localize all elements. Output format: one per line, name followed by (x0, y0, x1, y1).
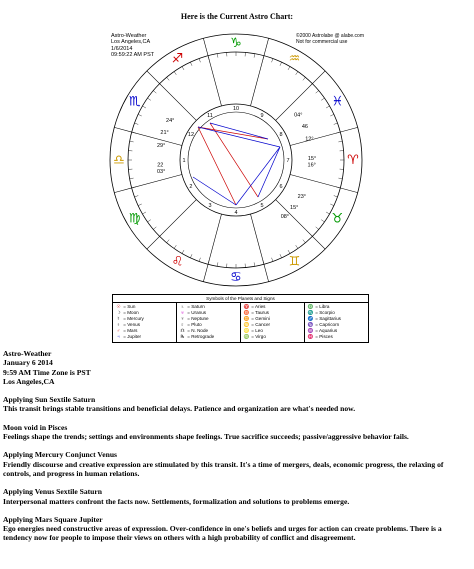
degree-tick (130, 178, 134, 179)
legend-symbol-icon: ♏ (307, 310, 314, 315)
legend-label: = Venus (122, 322, 141, 327)
degree-tick (148, 98, 151, 100)
legend-label: = Sagittarius (314, 316, 341, 321)
header-line: Los Angeles,CA (3, 376, 55, 386)
legend-symbol-icon: ♍ (243, 334, 250, 339)
legend-label: = Aries (250, 304, 266, 309)
degree-tick (148, 220, 151, 222)
aspect-title: Applying Sun Sextile Saturn (3, 395, 96, 405)
legend-label: = N. Node (186, 328, 209, 333)
legend-label: = Moon (122, 310, 139, 315)
degree-tick (142, 106, 145, 108)
house-cusp-line (203, 38, 221, 106)
aspect-title: Applying Venus Sextile Saturn (3, 487, 102, 497)
legend-label: = Aquarius (314, 328, 338, 333)
legend-symbol-icon: ♀ (116, 322, 121, 327)
degree-tick (334, 123, 338, 124)
planet-degree-label: 24° (166, 118, 175, 124)
planet-degree-label: 04° (294, 112, 303, 119)
chart-info (111, 33, 154, 58)
legend-entry (243, 334, 302, 340)
legend-entry (307, 334, 366, 340)
planet-degree-label: 46 (301, 123, 308, 130)
degree-tick (263, 56, 264, 60)
legend-label: = Capricorn (314, 322, 340, 327)
house-number: 2 (189, 184, 193, 190)
legend-label: = Jupiter (122, 334, 142, 339)
degree-tick (132, 187, 136, 188)
degree-tick (174, 245, 176, 248)
degree-tick (272, 59, 273, 63)
degree-tick (208, 56, 209, 60)
legend-label: = Libra (314, 304, 330, 309)
chart-info-line: Los Angeles,CA (111, 39, 151, 46)
house-number: 10 (232, 106, 240, 112)
legend-column (305, 303, 368, 342)
degree-tick (334, 196, 338, 197)
house-cusp-line (276, 200, 325, 249)
degree-tick (174, 72, 176, 75)
aspect-item (3, 423, 471, 442)
copyright-line: ©2000 Astrolabe @ alabe.com (296, 33, 364, 39)
planet-degree-label: 15° (290, 204, 299, 211)
legend-symbol-icon: ♐ (307, 316, 314, 321)
legend-symbol-icon: ♇ (180, 322, 185, 327)
zodiac-sign-icon: ♏ (128, 94, 141, 110)
symbols-legend (112, 294, 369, 343)
planet-degree-label: 23° (297, 194, 306, 200)
house-cusp-line (250, 214, 268, 282)
legend-symbol-icon: ♅ (180, 310, 185, 315)
zodiac-sign-icon: ♍ (128, 211, 141, 227)
degree-tick (190, 254, 192, 258)
zodiac-sign-icon: ♎ (113, 153, 125, 168)
chart-wheel (108, 27, 366, 293)
legend-label: = Uranus (186, 310, 207, 315)
house-cusp-line (147, 71, 196, 120)
legend-symbol-icon: ☿ (116, 316, 121, 321)
legend-symbol-icon: ♃ (116, 334, 121, 339)
legend-symbol-icon: ♑ (307, 322, 314, 327)
aspect-item (3, 515, 471, 543)
degree-tick (272, 258, 273, 262)
chart-copyright (296, 33, 364, 45)
legend-column (177, 303, 241, 342)
legend-label: = Scorpio (314, 310, 335, 315)
degree-tick (321, 98, 324, 100)
legend-symbol-icon: ♓ (307, 334, 314, 339)
legend-symbol-icon: ☽ (116, 310, 121, 315)
legend-symbol-icon: ♂ (116, 328, 121, 333)
legend-entry (179, 334, 238, 340)
legend-symbol-icon: ♎ (307, 304, 314, 309)
degree-tick (280, 62, 282, 66)
degree-tick (263, 260, 264, 264)
house-cusp-line (203, 214, 221, 282)
house-number: 12 (187, 132, 195, 138)
degree-tick (288, 250, 290, 253)
legend-symbol-icon: ♆ (180, 316, 185, 321)
zodiac-sign-icon: ♌ (171, 254, 184, 270)
legend-entry (115, 334, 174, 340)
house-number: 5 (260, 203, 264, 210)
planet-degree-label: 08° (280, 214, 290, 221)
degree-tick (336, 132, 340, 133)
house-cusp-line (250, 38, 268, 106)
house-cusp-line (290, 174, 358, 192)
planet-degree-label: 21° (160, 130, 169, 137)
chart-info-line: 09:59:22 AM PST (111, 51, 155, 58)
zodiac-sign-icon: ♋ (230, 270, 242, 285)
zodiac-sign-icon: ♒ (288, 51, 301, 67)
aspect-body: Friendly discourse and creative expression are stimulated by this transit. It's a time of mergers, deals, economic progress, the relaxing of controls, and progress in human relations. (3, 459, 444, 478)
legend-symbol-icon: ♈ (243, 304, 250, 309)
legend-symbol-icon: ☉ (116, 304, 121, 309)
header-line: January 6 2014 (3, 358, 53, 368)
degree-tick (310, 84, 313, 87)
house-number: 7 (286, 158, 290, 164)
degree-tick (254, 54, 255, 58)
degree-tick (167, 240, 170, 243)
house-number: 6 (279, 184, 283, 190)
degree-tick (310, 234, 313, 237)
house-number: 11 (207, 112, 213, 119)
zodiac-sign-icon: ♐ (171, 51, 184, 67)
degree-tick (160, 84, 163, 87)
header-block (3, 349, 471, 386)
degree-tick (280, 254, 282, 258)
legend-symbol-icon: ♄ (180, 304, 185, 309)
degree-tick (303, 77, 306, 80)
forecast-text (3, 349, 471, 543)
degree-tick (190, 62, 192, 66)
house-cusp-line (147, 200, 196, 249)
legend-label: = Saturn (186, 304, 205, 309)
legend-symbol-icon: ♒ (307, 328, 314, 333)
legend-column (241, 303, 305, 342)
aspect-body: Feelings shape the trends; settings and environments shape feelings. True sacrifice succeeds; passive/aggressive behavior fails. (3, 432, 409, 442)
degree-tick (138, 114, 142, 116)
legend-symbol-icon: ♉ (243, 310, 250, 315)
house-cusp-line (290, 127, 358, 145)
degree-tick (217, 262, 218, 266)
degree-tick (303, 240, 306, 243)
chart-info-line: Astro-Weather (111, 33, 147, 39)
planet-degree-label: 15° (307, 156, 317, 162)
degree-tick (153, 91, 156, 94)
degree-tick (182, 66, 184, 69)
legend-label: = Taurus (250, 310, 269, 315)
degree-tick (199, 258, 200, 262)
zodiac-sign-icon: ♓ (331, 94, 344, 110)
degree-tick (338, 141, 342, 142)
legend-title: Symbols of the Planets and Signs (113, 295, 368, 303)
legend-label: = Pluto (186, 322, 202, 327)
degree-tick (208, 260, 209, 264)
degree-tick (288, 66, 290, 69)
legend-symbol-icon: ♌ (243, 328, 250, 333)
legend-label: = Mars (122, 328, 138, 333)
house-number: 4 (234, 210, 238, 216)
degree-tick (153, 227, 156, 230)
page-title: Here is the Current Astro Chart: (180, 12, 294, 21)
aspect-title: Moon void in Pisces (3, 422, 68, 432)
degree-tick (160, 234, 163, 237)
header-line: 9:59 AM Time Zone is PST (3, 367, 91, 377)
legend-symbol-icon: ♋ (243, 322, 250, 327)
degree-tick (338, 178, 342, 179)
degree-tick (326, 106, 329, 108)
planet-degree-label: 16° (307, 162, 316, 169)
degree-tick (316, 91, 319, 94)
legend-label: = Retrograde (186, 334, 215, 339)
aspect-body: This transit brings stable transitions and beneficial delays. Patience and organization are what's needed now. (3, 404, 356, 414)
legend-label: = Mercury (122, 316, 144, 321)
degree-tick (330, 114, 334, 116)
zodiac-sign-icon: ♊ (288, 254, 301, 270)
legend-symbol-icon: ☊ (180, 328, 185, 333)
house-number: 8 (279, 132, 283, 138)
legend-column (113, 303, 177, 342)
house-number: 3 (208, 203, 212, 210)
degree-tick (138, 204, 142, 206)
aspect-body: Interpersonal matters confront the facts now. Settlements, formalization and solutions to problems emerge. (3, 496, 350, 506)
house-number: 1 (182, 158, 186, 164)
planet-degree-label: 12° (305, 136, 314, 143)
degree-tick (316, 227, 319, 230)
degree-tick (296, 245, 298, 248)
degree-tick (336, 187, 340, 188)
degree-tick (254, 262, 255, 266)
degree-tick (217, 54, 218, 58)
degree-tick (142, 212, 145, 214)
legend-label: = Cancer (250, 322, 271, 327)
degree-tick (182, 250, 184, 253)
house-cusp-line (114, 174, 182, 192)
degree-tick (326, 212, 329, 214)
legend-label: = Sun (122, 304, 136, 309)
degree-tick (132, 132, 136, 133)
aspect-title: Applying Mercury Conjunct Venus (3, 450, 117, 460)
aspect-body: Ego energies need constructive areas of expression. Over-confidence in one's beliefs and urges for action can create problems. There is a tendency now for people to impose their views on others with a high probability of conflict and disagreement. (3, 524, 442, 543)
house-cusp-line (114, 127, 182, 145)
planet-degree-label: 03° (156, 169, 166, 176)
house-number: 9 (260, 112, 264, 119)
legend-label: = Gemini (250, 316, 270, 321)
zodiac-sign-icon: ♑ (230, 36, 242, 51)
degree-tick (130, 141, 134, 142)
degree-tick (330, 204, 334, 206)
legend-symbol-icon: ♊ (243, 316, 250, 321)
zodiac-sign-icon: ♈ (347, 153, 359, 168)
degree-tick (296, 72, 298, 75)
degree-tick (135, 196, 139, 197)
header-line: Astro-Weather (3, 349, 52, 358)
degree-tick (167, 77, 170, 80)
zodiac-sign-icon: ♉ (331, 211, 344, 227)
legend-columns (113, 303, 368, 342)
legend-label: = Virgo (250, 334, 266, 339)
legend-symbol-icon: ℞ (180, 334, 185, 339)
legend-label: = Pisces (314, 334, 333, 339)
aspect-item (3, 395, 471, 414)
aspect-item (3, 450, 471, 478)
copyright-line: Not for commercial use (296, 39, 348, 45)
astro-chart (108, 27, 366, 293)
legend-label: = Neptune (186, 316, 209, 321)
degree-tick (135, 123, 139, 124)
aspect-title: Applying Mars Square Jupiter (3, 514, 103, 524)
planet-degree-label: 22 (157, 162, 164, 169)
planet-degree-label: 29° (156, 142, 166, 149)
degree-tick (199, 59, 200, 63)
legend-label: = Leo (250, 328, 263, 333)
chart-info-line: 1/6/2014 (111, 45, 133, 52)
aspect-item (3, 487, 471, 506)
degree-tick (321, 220, 324, 222)
